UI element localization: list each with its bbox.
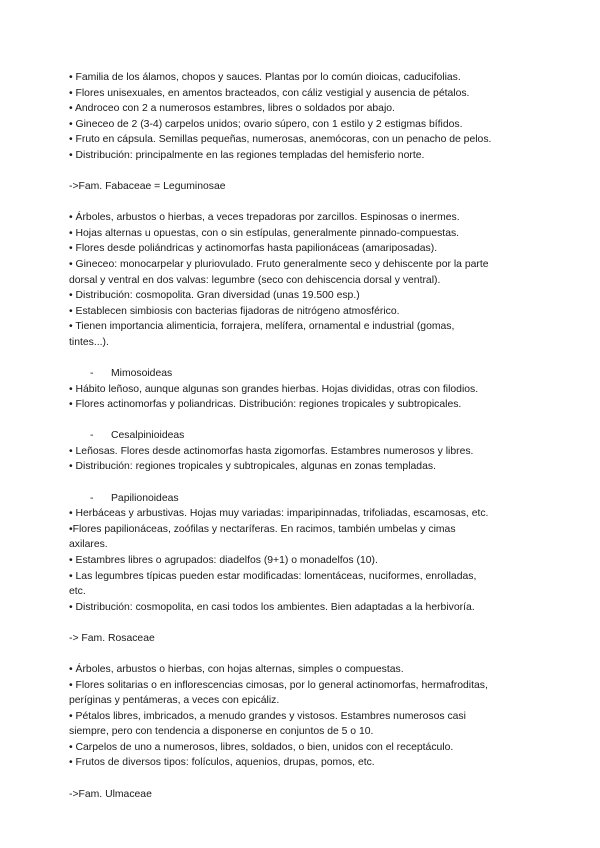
spacer xyxy=(69,615,539,631)
spacer xyxy=(69,195,539,211)
dash-marker: - xyxy=(90,492,94,504)
spacer xyxy=(69,351,539,367)
bullet-line: • Las legumbres típicas pueden estar modificadas: lomentáceas, nuciformes, enrolladas, xyxy=(69,570,477,582)
spacer xyxy=(69,164,539,180)
family-heading: -> Fam. Rosaceae xyxy=(69,632,155,644)
bullet-line: • Pétalos libres, imbricados, a menudo grandes y vistosos. Estambres numerosos casi xyxy=(69,710,466,722)
subfamily-title: Cesalpinioideas xyxy=(111,430,185,442)
bullet-line: etc. xyxy=(69,586,86,598)
bullet-line: • Frutos de diversos tipos: folículos, aquenios, drupas, pomos, etc. xyxy=(69,757,375,769)
subfamily-title: Mimosoideas xyxy=(111,368,173,379)
bullet-line: dorsal y ventral en dos valvas: legumbre (seco con dehiscencia dorsal y ventral). xyxy=(69,274,441,286)
bullet-line: • Distribución: principalmente en las regiones templadas del hemisferio norte. xyxy=(69,149,425,161)
spacer xyxy=(69,413,539,429)
subfamily-heading-mimosoideas xyxy=(69,366,539,382)
subfamily-heading-papilionoideas xyxy=(69,491,539,507)
bullet-line: • Flores unisexuales, en amentos bracteados, con cáliz vestigial y ausencia de pétalos. xyxy=(69,87,470,99)
bullet-line: • Fruto en cápsula. Semillas pequeñas, numerosas, anemócoras, con un penacho de pelos. xyxy=(69,134,492,146)
spacer xyxy=(69,771,539,787)
family-heading: ->Fam. Ulmaceae xyxy=(69,788,152,800)
bullet-line: • Árboles, arbustos o hierbas, a veces trepadoras por zarcillos. Espinosas o inermes. xyxy=(69,212,460,224)
subfamily-title: Papilionoideas xyxy=(111,492,179,504)
bullet-line: • Distribución: cosmopolita. Gran diversidad (unas 19.500 esp.) xyxy=(69,290,360,302)
bullet-line: • Androceo con 2 a numerosos estambres, libres o soldados por abajo. xyxy=(69,103,395,115)
bullet-line: •Flores papilionáceas, zoófilas y nectaríferas. En racimos, también umbelas y cimas xyxy=(69,523,456,535)
bullet-line: • Hojas alternas u opuestas, con o sin estípulas, generalmente pinnado-compuestas. xyxy=(69,227,460,239)
bullet-line: • Herbáceas y arbustivas. Hojas muy variadas: imparipinnadas, trifoliadas, escamosas, etc. xyxy=(69,508,489,520)
bullet-line: • Gineceo: monocarpelar y pluriovulado. Fruto generalmente seco y dehiscente por la parte xyxy=(69,258,489,270)
bullet-line: siempre, pero con tendencia a disponerse en conjuntos de 5 o 10. xyxy=(69,726,374,738)
bullet-line: • Familia de los álamos, chopos y sauces. Plantas por lo común dioicas, caducifolias. xyxy=(69,72,461,83)
dash-marker: - xyxy=(90,368,94,379)
bullet-line: períginas y pentámeras, a veces con epicáliz. xyxy=(69,695,280,707)
bullet-line: • Hábito leñoso, aunque algunas son grandes hierbas. Hojas divididas, otras con filodios. xyxy=(69,383,479,395)
bullet-line: • Árboles, arbustos o hierbas, con hojas alternas, simples o compuestas. xyxy=(69,663,404,675)
subfamily-heading-cesalpinioideas xyxy=(69,428,539,444)
bullet-line: • Flores actinomorfas y poliandricas. Distribución: regiones tropicales y subtropicales. xyxy=(69,399,462,411)
bullet-line: axilares. xyxy=(69,539,108,551)
bullet-line: • Distribución: regiones tropicales y subtropicales, algunas en zonas templadas. xyxy=(69,461,436,473)
bullet-line: • Flores desde poliándricas y actinomorfas hasta papilionáceas (amariposadas). xyxy=(69,243,438,255)
bullet-line: • Flores solitarias o en inflorescencias cimosas, por lo general actinomorfas, hermafroditas, xyxy=(69,679,488,691)
bullet-line: • Leñosas. Flores desde actinomorfas hasta zigomorfas. Estambres numerosos y libres. xyxy=(69,445,474,457)
page-content xyxy=(69,70,539,802)
bullet-line: tintes...). xyxy=(69,336,109,348)
spacer xyxy=(69,646,539,662)
bullet-line: • Tienen importancia alimenticia, forrajera, melífera, ornamental e industrial (gomas, xyxy=(69,321,455,333)
bullet-line: • Distribución: cosmopolita, en casi todos los ambientes. Bien adaptadas a la herbivoría. xyxy=(69,601,475,613)
bullet-line: • Carpelos de uno a numerosos, libres, soldados, o bien, unidos con el receptáculo. xyxy=(69,741,454,753)
bullet-line: • Establecen simbiosis con bacterias fijadoras de nitrógeno atmosférico. xyxy=(69,305,400,317)
bullet-line: • Gineceo de 2 (3-4) carpelos unidos; ovario súpero, con 1 estilo y 2 estigmas bífidos. xyxy=(69,118,463,130)
dash-marker: - xyxy=(90,430,94,442)
spacer xyxy=(69,475,539,491)
family-heading: ->Fam. Fabaceae = Leguminosae xyxy=(69,181,226,193)
bullet-line: • Estambres libres o agrupados: diadelfos (9+1) o monadelfos (10). xyxy=(69,554,378,566)
